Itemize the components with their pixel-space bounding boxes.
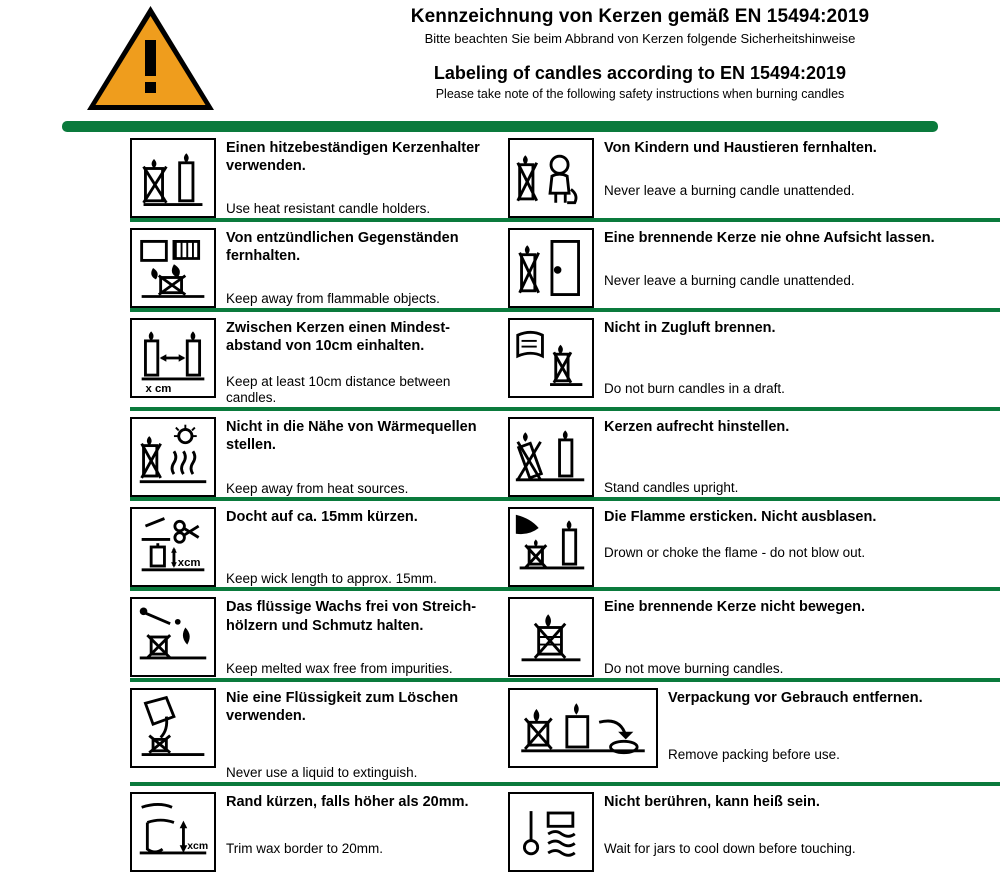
instruction-de: Von entzündlichen Gegenständen fernhalten. [226,230,459,265]
instruction-texts [604,792,1000,858]
instruction-en: Keep at least 10cm distance between candles. [226,373,451,406]
instruction-de: Einen hitzebeständigen Kerzenhalter verwenden. [226,140,480,175]
wax-impurities-icon [130,597,216,677]
instruction-row [0,411,1000,497]
title-en: Labeling of candles according to EN 15494:2019 [433,63,847,84]
instruction-en: Use heat resistant candle holders. [226,201,431,217]
instruction-rows [0,132,1000,872]
instruction-texts [226,228,500,308]
instruction-en: Never leave a burning candle unattended. [604,183,855,199]
heat-source-icon [130,417,216,497]
instruction-row [0,682,1000,782]
instruction-en: Trim wax border to 20mm. [226,840,384,856]
instruction-cell [500,411,1000,497]
instruction-row [0,132,1000,218]
instruction-texts [226,138,500,218]
instruction-en: Keep away from flammable objects. [226,291,440,307]
extinguish-flame-icon [508,507,594,587]
instruction-texts [226,318,500,407]
flammable-objects-icon [130,228,216,308]
instruction-cell [500,786,1000,872]
trim-border-icon [130,792,216,872]
instruction-de: Zwischen Kerzen einen Mindest-abstand von 10cm einhalten. [226,320,450,355]
instruction-cell [0,591,500,677]
instruction-de: Das flüssige Wachs frei von Streich-hölzern und Schmutz halten. [226,599,477,634]
instruction-row [0,786,1000,872]
warning-icon-area [0,0,300,114]
instruction-texts [604,228,1000,290]
instruction-row [0,591,1000,677]
instruction-texts [226,507,500,587]
instruction-en: Keep wick length to approx. 15mm. [226,570,437,586]
instruction-en: Keep melted wax free from impurities. [226,660,453,676]
upright-candle-icon [508,417,594,497]
instruction-en: Never use a liquid to extinguish. [226,764,418,780]
instruction-de: Nicht in die Nähe von Wärmequellen stellen. [226,419,477,454]
header-divider [62,121,938,132]
instruction-texts [604,597,1000,677]
subtitle-en: Please take note of the following safety instructions when burning candles [435,87,845,102]
svg-text:xcm: xcm [187,840,209,852]
instruction-cell [0,222,500,308]
candle-distance-icon [130,318,216,398]
instruction-row [0,312,1000,407]
svg-text:xcm: xcm [177,557,201,570]
instruction-texts [604,507,1000,561]
instruction-cell [500,222,1000,308]
instruction-en: Never leave a burning candle unattended. [604,273,855,289]
instruction-cell [0,786,500,872]
instruction-row [0,222,1000,308]
instruction-texts [604,417,1000,497]
instruction-cell [0,501,500,587]
instruction-de: Nicht in Zugluft brennen. [604,320,776,337]
hot-jar-icon [508,792,594,872]
draft-icon [508,318,594,398]
instruction-cell [500,501,1000,587]
instruction-row [0,501,1000,587]
no-liquid-icon [130,688,216,768]
instruction-cell [0,312,500,407]
instruction-cell [500,682,1000,782]
instruction-texts [226,792,500,858]
instruction-de: Die Flamme ersticken. Nicht ausblasen. [604,509,877,526]
instruction-en: Keep away from heat sources. [226,480,409,496]
subtitle-de: Bitte beachten Sie beim Abbrand von Kerzen folgende Sicherheitshinweise [424,30,856,46]
children-pets-icon [508,138,594,218]
instruction-cell [500,132,1000,218]
instruction-de: Nicht berühren, kann heiß sein. [604,793,820,810]
instruction-en: Drown or choke the flame - do not blow out. [604,544,866,560]
instruction-cell [0,132,500,218]
instruction-de: Von Kindern und Haustieren fernhalten. [604,140,877,156]
instruction-cell [0,411,500,497]
instruction-de: Nie eine Flüssigkeit zum Löschen verwenden. [226,689,459,724]
remove-packaging-icon [508,688,658,768]
title-de: Kennzeichnung von Kerzen gemäß EN 15494:2019 [410,6,870,27]
instruction-cell [0,682,500,782]
warning-triangle-icon [83,2,218,114]
instruction-texts [668,688,1000,764]
instruction-texts [604,318,1000,398]
instruction-cell [500,591,1000,677]
instruction-en: Stand candles upright. [604,480,739,496]
instruction-texts [226,597,500,677]
instruction-texts [226,688,500,782]
instruction-de: Docht auf ca. 15mm kürzen. [226,509,418,526]
candle-holder-icon [130,138,216,218]
svg-text:x cm: x cm [145,383,172,396]
instruction-de: Verpackung vor Gebrauch entfernen. [668,689,923,706]
header-text-block [300,0,1000,102]
instruction-en: Remove packing before use. [668,746,840,762]
instruction-de: Eine brennende Kerze nie ohne Aufsicht lassen. [604,230,935,247]
instruction-en: Wait for jars to cool down before touching. [604,840,856,856]
instruction-cell [500,312,1000,407]
instruction-en: Do not move burning candles. [604,660,784,676]
instruction-de: Rand kürzen, falls höher als 20mm. [226,793,469,810]
instruction-en: Do not burn candles in a draft. [604,381,785,397]
do-not-move-icon [508,597,594,677]
document-header [0,0,1000,118]
unattended-candle-icon [508,228,594,308]
instruction-texts [604,138,1000,200]
instruction-de: Kerzen aufrecht hinstellen. [604,419,790,436]
trim-wick-icon [130,507,216,587]
instruction-de: Eine brennende Kerze nicht bewegen. [604,599,866,616]
instruction-texts [226,417,500,497]
